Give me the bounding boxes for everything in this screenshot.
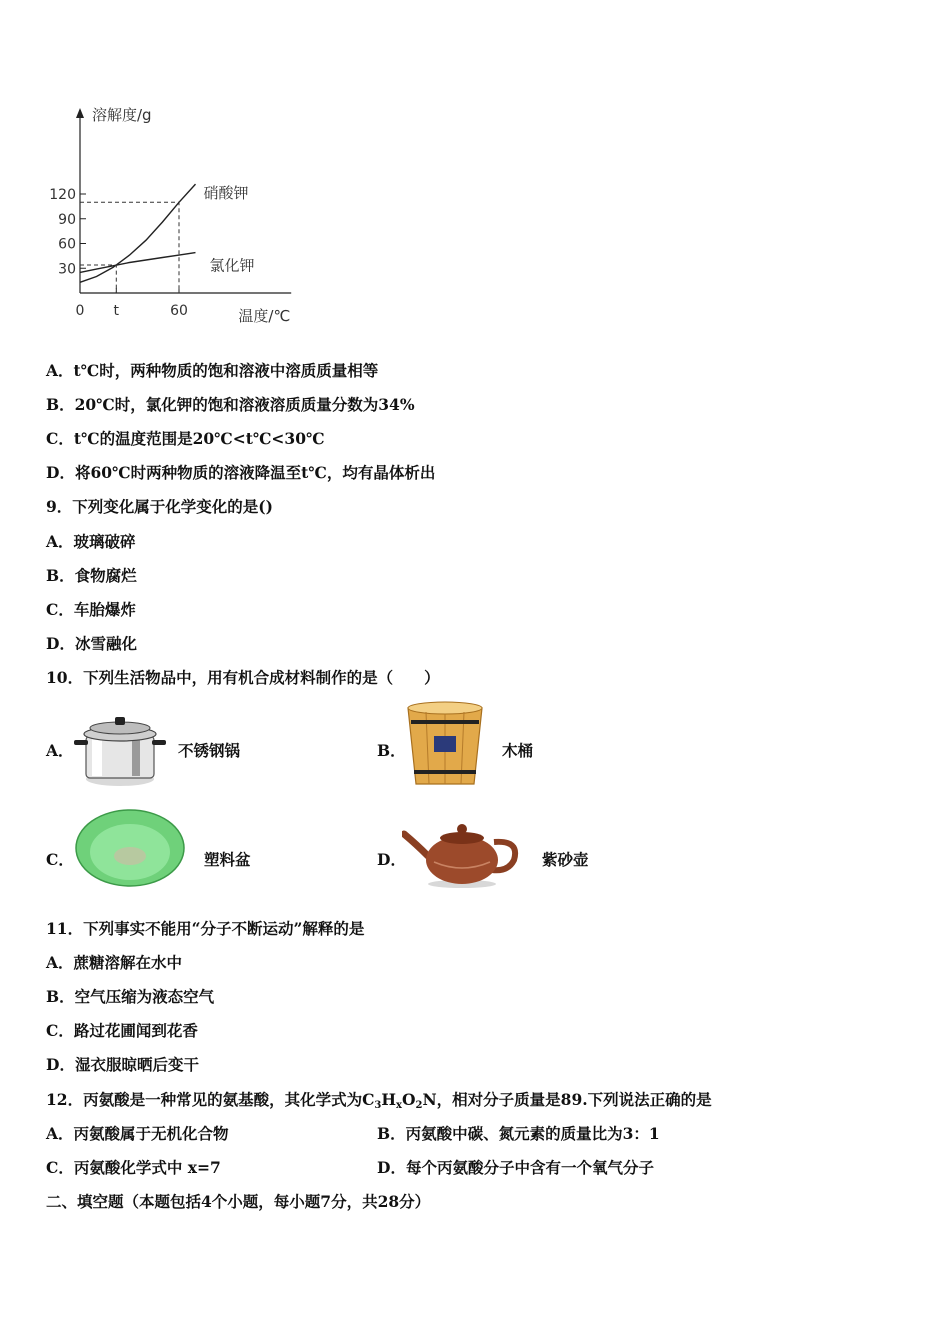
- q10-stem: 10．下列生活物品中，用有机合成材料制作的是（ ）: [46, 668, 440, 687]
- q11-option-c: C．路过花圃闻到花香: [46, 1021, 198, 1040]
- q12-option-b: B．丙氨酸中碳、氮元素的质量比为3：1: [377, 1124, 660, 1143]
- q10-option-d-label: 紫砂壶: [542, 850, 589, 869]
- q11-option-a: A．蔗糖溶解在水中: [46, 953, 183, 972]
- q12-option-a: A．丙氨酸属于无机化合物: [46, 1124, 229, 1143]
- x-tick-label: 60: [170, 303, 188, 319]
- wooden-bucket-image: [402, 700, 488, 788]
- q10-option-c-letter: C．: [46, 850, 74, 869]
- potassium-chloride-curve: [80, 253, 196, 273]
- q10-option-a-label: 不锈钢锅: [178, 741, 241, 760]
- q9-option-b: B．食物腐烂: [46, 566, 137, 585]
- clay-teapot-image: [402, 814, 524, 890]
- x-tick-label: 0: [75, 303, 85, 319]
- y-tick-label: 30: [58, 261, 76, 278]
- q11-option-d: D．湿衣服晾晒后变干: [46, 1055, 199, 1074]
- q8-option-c: C．t℃的温度范围是20℃<t℃<30℃: [46, 429, 325, 448]
- q8-option-a: A．t℃时，两种物质的饱和溶液中溶质质量相等: [46, 361, 379, 380]
- q8-option-b: B．20℃时，氯化钾的饱和溶液溶质质量分数为34%: [46, 395, 415, 414]
- q10-option-a-letter: A．: [46, 741, 74, 760]
- steel-pot-image: [72, 712, 168, 788]
- x-axis-label: 温度/℃: [238, 307, 291, 325]
- q10-option-b-label: 木桶: [502, 741, 534, 760]
- guide-60-dashed: [80, 202, 179, 293]
- q10-option-c-label: 塑料盆: [204, 850, 251, 869]
- potassium-chloride-label: 氯化钾: [209, 256, 255, 275]
- q10-option-b-letter: B．: [377, 741, 406, 760]
- x-tick-label: t: [113, 303, 120, 319]
- q8-option-d: D．将60℃时两种物质的溶液降温至t℃，均有晶体析出: [46, 463, 436, 482]
- y-tick-label: 60: [58, 236, 76, 253]
- y-axis-arrow: [76, 108, 84, 118]
- q10-option-d-letter: D．: [377, 850, 406, 869]
- q11-option-b: B．空气压缩为液态空气: [46, 987, 215, 1006]
- y-axis-label: 溶解度/g: [92, 106, 152, 124]
- y-tick-label: 120: [49, 187, 76, 203]
- solubility-chart: [40, 98, 310, 333]
- q12-stem: 12．丙氨酸是一种常见的氨基酸，其化学式为$C_3H_xO_2N$，相对分子质量是89.下列说法正确的是: [46, 1090, 712, 1111]
- q11-stem: 11．下列事实不能用“分子不断运动”解释的是: [46, 919, 365, 938]
- potassium-nitrate-curve: [80, 184, 196, 282]
- q9-stem: 9．下列变化属于化学变化的是(): [46, 497, 273, 516]
- y-tick-label: 90: [58, 211, 76, 228]
- section-2-heading: 二、填空题（本题包括4个小题，每小题7分，共28分）: [46, 1192, 431, 1211]
- q12-option-d: D．每个丙氨酸分子中含有一个氧气分子: [377, 1158, 654, 1177]
- q12-option-c: C．丙氨酸化学式中 x=7: [46, 1158, 221, 1177]
- q9-option-a: A．玻璃破碎: [46, 532, 136, 551]
- potassium-nitrate-label: 硝酸钾: [203, 184, 249, 203]
- q9-option-c: C．车胎爆炸: [46, 600, 136, 619]
- q9-option-d: D．冰雪融化: [46, 634, 137, 653]
- plastic-basin-image: [74, 808, 186, 890]
